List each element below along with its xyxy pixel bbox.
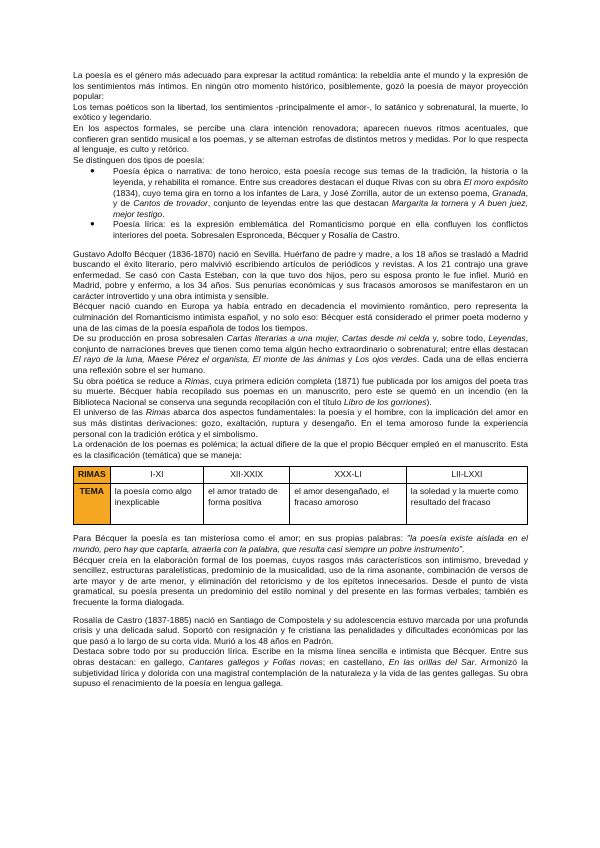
table-row: [74, 467, 528, 484]
becquer-universe-paragraph: El universo de las Rimas abarca dos aspectos fundamentales: la poesía y el hombre, con la implicación del amor en sus más distintas derivaciones: gozo, exaltación, ruptura y desengaño. En el tema amoroso funde la experiencia personal con la tradición erótica y el simbolismo.: [73, 407, 528, 439]
becquer-prose-paragraph: De su producción en prosa sobresalen Cartas literarias a una mujer, Cartas desde mi celda y, sobre todo, Leyendas, conjunto de narraciones breves que tienen como tema algún hecho extraordinario o sobrenatural; entre ellas destacan El rayo de la luna, Maese Pérez el organista, El monte de las ánimas y Los ojos verdes. Cada una de ellas encierra una reflexión sobre el ser humano.: [73, 333, 529, 376]
types-intro: Se distinguen dos tipos de poesía:: [73, 154, 205, 165]
table-cell: LII-LXXI: [406, 467, 527, 484]
becquer-style-paragraph: Bécquer creía en la elaboración formal de los poemas, cuyos rasgos más característicos son intimismo, brevedad y sencillez, estructuras paralelísticas, predominio de la musicalidad, uso de la rima asonante, combinación de versos de arte mayor y de arte menor, y eliminación del retoricismo y de los epítetos innecesarios. Desde el punto de vista gramatical, su poesía presenta un predominio del estilo nominal y del presente en las formas verbales; también es frecuente la forma dialogada.: [73, 554, 528, 607]
rimas-classification-table: [73, 466, 528, 525]
themes-paragraph: Los temas poéticos son la libertad, los sentimientos -principalmente el amor-, lo satánico y sobrenatural, la muerte, lo exótico y legendario.: [73, 101, 528, 123]
table-cell: el amor tratado de forma positiva: [204, 484, 290, 525]
becquer-ordering-paragraph: La ordenación de los poemas es polémica; la actual difiere de la que el propio Bécquer empleó en el manuscrito. Esta es la clasificación (temática) que se maneja:: [73, 439, 528, 460]
table-cell: la soledad y la muerte como resultado del fracaso: [406, 484, 527, 525]
bullet-icon: ●: [90, 219, 95, 229]
becquer-context-paragraph: Bécquer nació cuando en Europa ya había entrado en decadencia el movimiento romántico, pero representa la culminación del Romanticismo intimista español, y no solo eso: Bécquer está considerado el primer poeta moderno y una de las cimas de la poesía española de todos los tiempos.: [73, 301, 528, 333]
rosalia-works-paragraph: Destaca sobre todo por su producción lírica. Escribe en la misma línea sencilla e intimista que Bécquer. Entre sus obras destacan: en gallego, Cantares gallegos y Follas novas; en castellano, En las orillas del Sar. Armonizó la subjetividad lírica y dolorida con una magistral contemplación de la naturaleza y la vida de las gentes gallegas. Su obra supuso el renacimiento de la poesía en lengua gallega.: [73, 646, 528, 689]
table-cell: XXX-LI: [290, 467, 407, 484]
table-row: [74, 484, 528, 525]
table-header-cell: RIMAS: [74, 467, 111, 484]
formal-aspects-paragraph: En los aspectos formales, se percibe una clara intención renovadora; aparecen nuevos ritmos acentuales, que confieren gran sentido musical a los poemas, y se alternan estrofas de distintos metros y medidas. Por lo que respecta al lenguaje, es culto y retórico.: [73, 122, 528, 155]
becquer-quote-paragraph: Para Bécquer la poesía es tan misteriosa como el amor; en sus propias palabras: "la poesía existe aislada en el mundo, pero hay que captarla, atraerla con la palabra, que resulta casi siempre un pobre instrumento".: [73, 533, 528, 554]
table-cell: el amor desengañado, el fracaso amoroso: [290, 484, 407, 525]
bullet-icon: ●: [90, 166, 95, 176]
table-cell: XII-XXIX: [204, 467, 290, 484]
list-item-epica: ● Poesía épica o narrativa: de tono heroico, esta poesía recoge sus temas de la tradición, la historia o la leyenda, y rehabilita el romance. Entre sus creadores destacan el duque Rivas con su obra El moro expósito (1834), cuyo tema gira en torno a los infantes de Lara, y José Zorrilla, autor de un extenso poema, Granada, y de Cantos de trovador, conjunto de leyendas entre las que destacan Margarita la tornera y A buen juez, mejor testigo.: [90, 166, 528, 219]
document-page: [73, 70, 528, 689]
becquer-poetry-paragraph: Su obra poética se reduce a Rimas, cuya primera edición completa (1871) fue publicada por los amigos del poeta tras su muerte. Bécquer había recopilado sus poemas en un manuscrito, pero este se quemó en un incendio (en la Biblioteca Nacional se conserva una segunda recopilación con el título Libro de los gorriones).: [73, 375, 528, 407]
table-cell: la poesía como algo inexplicable: [110, 484, 203, 525]
intro-paragraph: La poesía es el género más adecuado para expresar la actitud romántica: la rebeldía ante el mundo y la expresión de los sentimientos más íntimos. En ningún otro momento histórico, posiblemente, gozó la poesía de mayor proyección popular:: [73, 70, 528, 102]
table-cell: I-XI: [110, 467, 203, 484]
rosalia-bio-paragraph: Rosalía de Castro (1837-1885) nació en Santiago de Compostela y su adolescencia estuvo marcada por una profunda crisis y una delicada salud. Soportó con resignación y fe cristiana las penalidades y dificultades económicas por las que pasó a lo largo de su corta vida. Murió a los 48 años en Padrón.: [73, 614, 528, 646]
poetry-types-list: [73, 166, 528, 240]
becquer-bio-paragraph: Gustavo Adolfo Bécquer (1836-1870) nació en Sevilla. Huérfano de padre y madre, a los 18 años se trasladó a Madrid buscando el éxito literario, pero malvivió escribiendo artículos de periódicos y revistas. A los 21 contrajo una grave enfermedad. Se casó con Casta Esteban, con la que tuvo dos hijos, pero su esposa pronto le fue infiel. Murió en Madrid, pobre y enfermo, a los 34 años. Sus penurias económicas y sus fracasos amorosos se manifestaron en un carácter introvertido y una obra intimista y sensible.: [73, 248, 528, 301]
list-item-lirica: ● Poesía lírica: es la expresión emblemática del Romanticismo porque en ella confluyen los conflictos interiores del poeta. Sobresalen Espronceda, Bécquer y Rosalía de Castro.: [90, 219, 528, 240]
table-header-cell: TEMA: [74, 484, 111, 525]
